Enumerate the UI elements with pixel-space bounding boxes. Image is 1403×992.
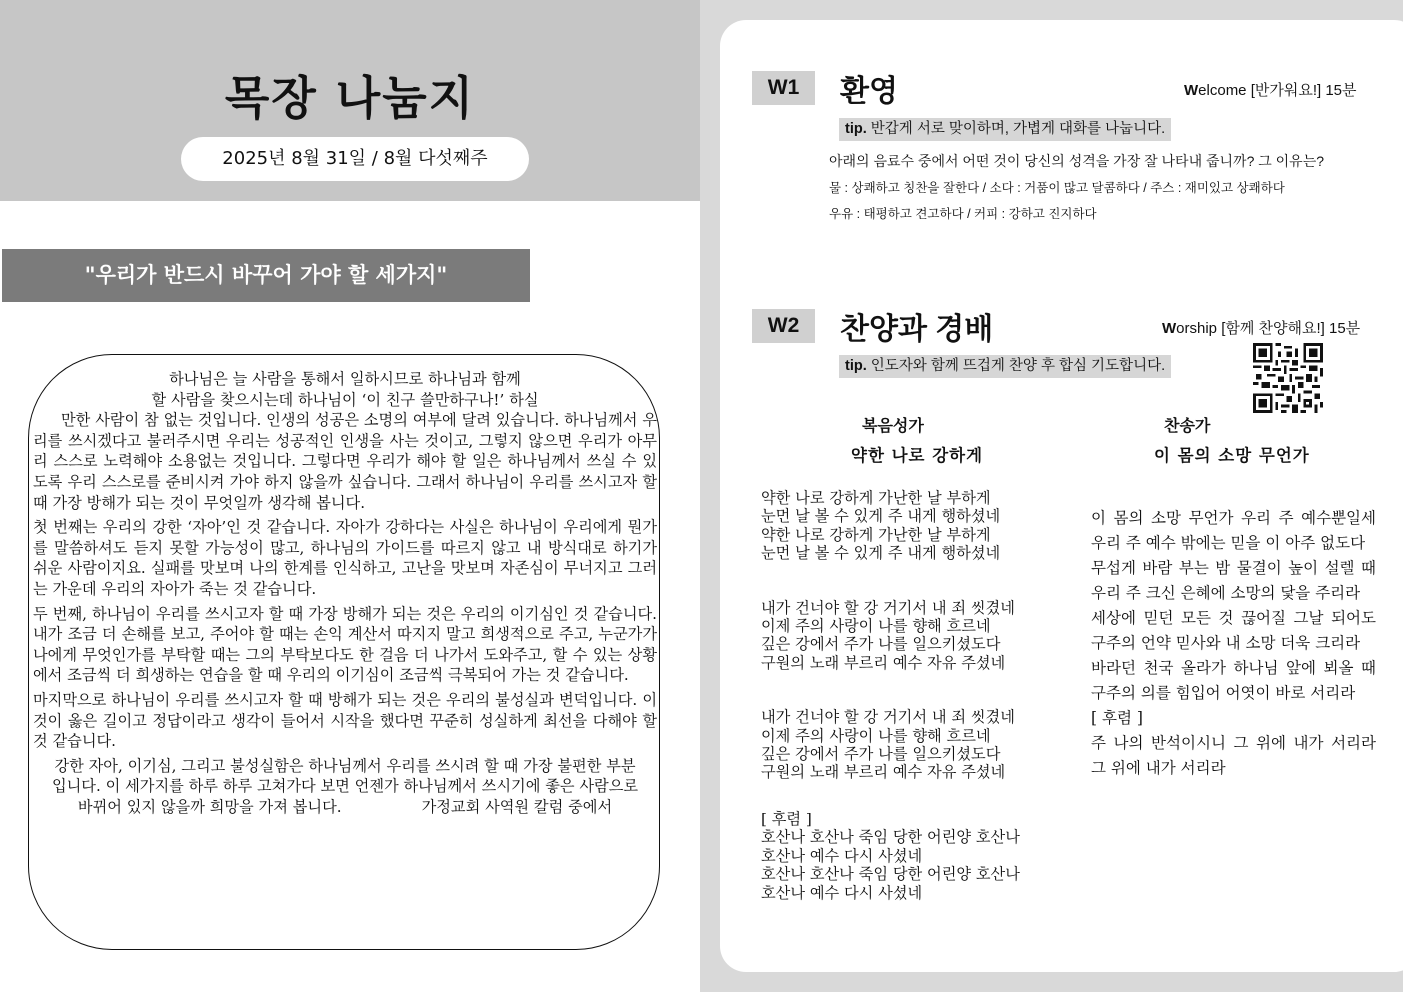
column-paragraph-4: 마지막으로 하나님이 우리를 쓰시고자 할 때 방해가 되는 것은 우리의 불성실과 변덕입니다. 이것이 옳은 길이고 정답이라고 생각이 들어서 시작을 했다면 꾸준히 성실하게 최선을 다해야 할 것 같습니다. [33, 690, 657, 751]
w2-tip-text: 인도자와 함께 뜨겁게 찬양 후 합심 기도합니다. [866, 358, 1166, 374]
theme-banner: "우리가 반드시 바꾸어 가야 할 세가지" [2, 249, 530, 302]
w1-tip-label: tip. [845, 121, 867, 137]
lyric-line: 내가 건너야 할 강 거기서 내 죄 씻겼네 [761, 708, 1015, 727]
column-paragraph-5-text: 강한 자아, 이기심, 그리고 불성실함은 하나님께서 우리를 쓰시려 할 때 가장 불편한 부분입니다. 이 세가지를 하루 하루 고쳐가다 보면 언젠가 하나님께서 쓰시기에 좋은 사람으로 바뀌어 있지 않을까 희망을 가져 봅니다. [51, 756, 639, 816]
gospel-lyrics [761, 489, 1081, 938]
hymn-verse: 이 몸의 소망 무언가 우리 주 예수뿐일세 우리 주 예수 밖에는 믿을 이 아주 없도다 [1091, 509, 1376, 552]
gospel-stanza [761, 489, 1081, 563]
gospel-stanza [761, 599, 1081, 673]
lyric-line: 내가 건너야 할 강 거기서 내 죄 씻겼네 [761, 598, 1015, 617]
column-box [28, 354, 660, 950]
w2-sub-initial: W [1162, 320, 1177, 337]
hymn-chorus: 주 나의 반석이시니 그 위에 내가 서리라 그 위에 내가 서리라 [1091, 734, 1376, 777]
hymn-verse: 바라던 천국 올라가 하나님 앞에 뵈올 때 구주의 의를 힘입어 어엿이 바로 서리라 [1091, 659, 1376, 702]
hymn-verse: 무섭게 바람 부는 밤 물결이 높이 설렐 때 우리 주 크신 은혜에 소망의 닻을 주리라 [1091, 559, 1376, 602]
lyric-line: [ 후렴 ] [761, 809, 812, 828]
w1-title: 환영 [840, 75, 898, 108]
date-pill: 2025년 8월 31일 / 8월 다섯째주 [181, 137, 529, 181]
w2-subtitle [1162, 317, 1360, 338]
hymn-label: 찬송가 [1164, 418, 1211, 435]
column-paragraph-5 [33, 756, 657, 818]
w2-sub-rest: orship [함께 찬양해요!] 15분 [1176, 320, 1361, 337]
lyric-line: 눈먼 날 볼 수 있게 주 내게 행하셨네 [761, 544, 1001, 563]
hymn-verse: 세상에 믿던 모든 것 끊어질 그날 되어도 구주의 언약 믿사와 내 소망 더욱 크리라 [1091, 609, 1376, 652]
hymn-chorus-label: [ 후렴 ] [1091, 709, 1143, 727]
lyric-line: 깊은 강에서 주가 나를 일으키셨도다 [761, 745, 1001, 764]
column-source: 가정교회 사역원 칼럼 중에서 [421, 797, 613, 816]
column-paragraph-2: 첫 번째는 우리의 강한 ‘자아’인 것 같습니다. 자아가 강하다는 사실은 하나님이 우리에게 뭔가를 말씀하셔도 듣지 못할 가능성이 많고, 하나님의 가이드를 따르지 않고 내 방식대로 하기가 쉬운 사람이지요. 실패를 맛보며 나의 한계를 인식하고, 고난을 맛보며 자존심이 무너지고 그러는 가운데 우리의 자아가 죽는 것 같습니다. [33, 518, 657, 598]
column-paragraph-3: 두 번째, 하나님이 우리를 쓰시고자 할 때 가장 방해가 되는 것은 우리의 이기심인 것 같습니다. 내가 조금 더 손해를 보고, 주어야 할 때는 손익 계산서 따지지 말고 희생적으로 주고, 누군가가 나에게 무엇인가를 부탁할 때는 그의 부탁보다도 한 걸음 더 나가서 도와주고, 할 수 있는 상황에서 조금씩 더 희생하는 연습을 할 때 우리의 이기심이 조금씩 극복되어 가는 것 같습니다. [33, 604, 657, 685]
w1-options-1: 물 : 상쾌하고 칭찬을 잘한다 / 소다 : 거품이 많고 달콤하다 / 주스 : 재미있고 상쾌하다 [829, 181, 1285, 195]
w1-question: 아래의 음료수 중에서 어떤 것이 당신의 성격을 가장 잘 나타내 줍니까? 그 이유는? [829, 153, 1325, 169]
column-paragraph-1: 만한 사람이 참 없는 것입니다. 인생의 성공은 소명의 여부에 달려 있습니다. 하나님께서 우리를 쓰시겠다고 불러주시면 우리는 성공적인 인생을 사는 것이고, 그렇지 않으면 우리가 아무리 스스로 노력해야 소용없는 것입니다. 그렇다면 우리가 해야 할 일은 하나님께서 쓰실 수 있도록 우리 스스로를 준비시켜 가야 하지 않을까 싶습니다. 그래서 하나님이 우리를 쓰시고자 할 때 가장 방해가 되는 것이 무엇일까 생각해 봅니다. [33, 411, 657, 512]
w2-tip [839, 355, 1171, 378]
gospel-title: 약한 나로 강하게 [851, 446, 984, 465]
qr-code-icon[interactable] [1253, 343, 1323, 413]
lyric-line: 깊은 강에서 주가 나를 일으키셨도다 [761, 635, 1001, 654]
gospel-label: 복음성가 [862, 418, 924, 435]
gospel-chorus [761, 810, 1081, 902]
lyric-line: 호산나 호산나 죽임 당한 어린양 호산나 [761, 828, 1020, 847]
w1-sub-initial: W [1184, 82, 1199, 99]
w2-badge: W2 [752, 309, 815, 343]
column-text [33, 369, 657, 821]
w1-tip [839, 118, 1171, 141]
lyric-line: 호산나 호산나 죽임 당한 어린양 호산나 [761, 865, 1020, 884]
gospel-stanza [761, 708, 1081, 782]
lyric-line: 구원의 노래 부르리 예수 자유 주셨네 [761, 653, 1006, 672]
hymn-lyrics [1091, 506, 1376, 781]
lyric-line: 이제 주의 사랑이 나를 향해 흐르네 [761, 617, 991, 636]
w1-options-2: 우유 : 태평하고 견고하다 / 커피 : 강하고 진지하다 [829, 207, 1097, 221]
lyric-line: 호산나 예수 다시 사셨네 [761, 846, 923, 865]
page-title: 목장 나눔지 [224, 71, 476, 125]
w1-sub-rest: elcome [반가워요!] 15분 [1198, 82, 1357, 99]
w2-tip-label: tip. [845, 358, 867, 374]
column-intro-1: 하나님은 늘 사람을 통해서 일하시므로 하나님과 함께 [169, 370, 521, 388]
hymn-title: 이 몸의 소망 무언가 [1154, 446, 1310, 465]
lyric-line: 약한 나로 강하게 가난한 날 부하게 [761, 525, 991, 544]
lyric-line: 눈먼 날 볼 수 있게 주 내게 행하셨네 [761, 507, 1001, 526]
w1-tip-text: 반갑게 서로 맞이하며, 가볍게 대화를 나눕니다. [866, 121, 1166, 137]
lyric-line: 구원의 노래 부르리 예수 자유 주셨네 [761, 763, 1006, 782]
w1-badge: W1 [752, 71, 815, 105]
w2-title: 찬양과 경배 [840, 313, 994, 346]
lyric-line: 이제 주의 사랑이 나를 향해 흐르네 [761, 726, 991, 745]
lyric-line: 호산나 예수 다시 사셨네 [761, 883, 923, 902]
column-intro-2: 할 사람을 찾으시는데 하나님이 ‘이 친구 쓸만하구나!’ 하실 [151, 390, 539, 409]
lyric-line: 약한 나로 강하게 가난한 날 부하게 [761, 489, 991, 507]
w1-subtitle [1184, 79, 1357, 100]
